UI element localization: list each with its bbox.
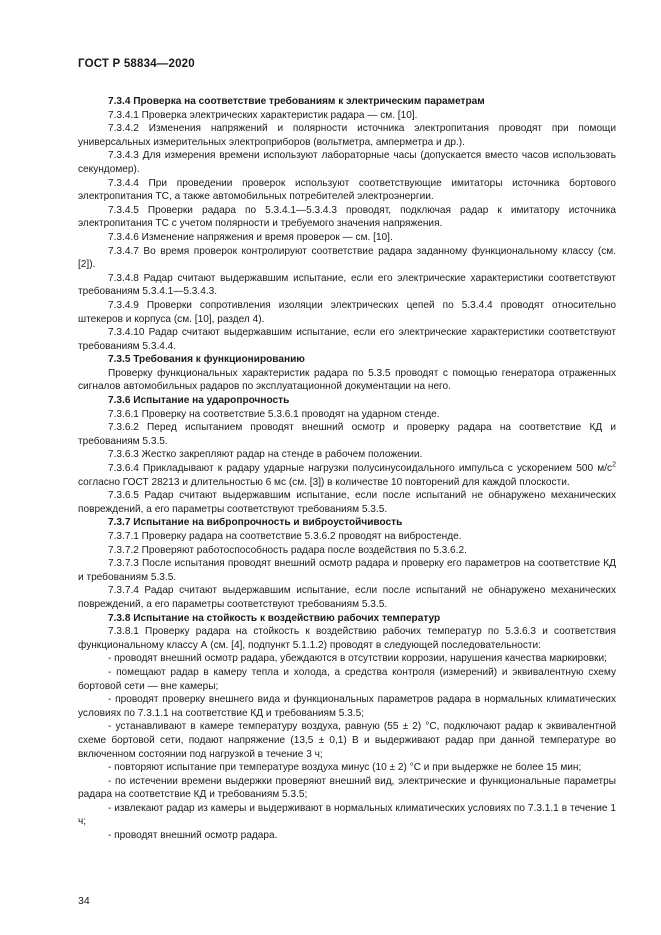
- paragraph: 7.3.4.1 Проверка электрических характеристик радара — см. [10].: [108, 109, 418, 121]
- section-heading: 7.3.8 Испытание на стойкость к воздействию рабочих температур: [108, 612, 441, 624]
- paragraph: 7.3.4.5 Проверки радара по 5.3.4.1—5.3.4.3 проводят, подключая радар к имитатору источника электропитания ТС с учетом полярности и требуемого значения напряжения.: [78, 204, 616, 230]
- section-heading: 7.3.5 Требования к функционированию: [108, 354, 305, 366]
- list-item: - по истечении времени выдержки проверяют внешний вид, электрические и функциональные параметры радара на соответствие КД и требованиям 5.3.5;: [78, 775, 616, 801]
- page-number: 34: [78, 895, 90, 907]
- paragraph: 7.3.6.1 Проверку на соответствие 5.3.6.1 проводят на ударном стенде.: [108, 408, 440, 420]
- paragraph: 7.3.7.1 Проверку радара на соответствие 5.3.6.2 проводят на вибростенде.: [108, 531, 462, 542]
- paragraph: 7.3.4.4 При проведении проверок используют соответствующие имитаторы источника бортового электропитания ТС, а также автомобильных потребителей электроэнергии.: [78, 177, 616, 203]
- paragraph: 7.3.4.8 Радар считают выдержавшим испытание, если его электрические характеристики соответствуют требованиям 5.3.4.1—5.3.4.3.: [78, 272, 616, 298]
- paragraph: 7.3.4.7 Во время проверок контролируют соответствие радара заданному функциональному классу (см. [2]).: [78, 245, 616, 271]
- section-heading: 7.3.7 Испытание на вибропрочность и виброустойчивость: [108, 517, 403, 529]
- paragraph: 7.3.4.10 Радар считают выдержавшим испытание, если его электрические характеристики соответствуют требованиям 5.3.4.4.: [78, 327, 616, 352]
- list-item: - проводят внешний осмотр радара.: [108, 830, 278, 842]
- paragraph: 7.3.7.2 Проверяют работоспособность радара после воздействия по 5.3.6.2.: [108, 544, 467, 556]
- list-item: - проводят внешний осмотр радара, убеждаются в отсутствии коррозии, нарушения качества маркировки;: [108, 653, 607, 665]
- paragraph: 7.3.7.4 Радар считают выдержавшим испытание, если после испытаний не обнаружено механических повреждений, а его параметры соответствуют требованиям 5.3.5.: [78, 585, 616, 610]
- section-heading: 7.3.4 Проверка на соответствие требованиям к электрическим параметрам: [108, 96, 485, 107]
- list-item: - извлекают радар из камеры и выдерживают в нормальных климатических условиях по 7.3.1.1 в течение 1 ч;: [78, 802, 616, 828]
- section-heading: 7.3.6 Испытание на ударопрочность: [108, 395, 290, 407]
- list-item: - устанавливают в камере температуру воздуха, равную (55 ± 2) °С, подключают радар к эквивалентной схеме бортовой сети, подают напряжение (13,5 ± 0,1) В и выдерживают радар при данной температуре во включенном состоянии под нагрузкой в течение 3 ч;: [78, 721, 616, 760]
- list-item: - проводят проверку внешнего вида и функциональных параметров радара в нормальных климатических условиях по 7.3.1.1 на соответствие КД и требованиям 5.3.5;: [78, 694, 616, 719]
- paragraph: 7.3.4.3 Для измерения времени используют лабораторные часы (допускается вместо часов использовать секундомер).: [78, 150, 616, 175]
- paragraph: 7.3.4.6 Изменение напряжения и время проверок — см. [10].: [108, 231, 393, 243]
- paragraph-text: 7.3.6.4 Прикладывают к радару ударные нагрузки полусинусоидального импульса с ускорением 500 м/с: [108, 463, 613, 475]
- paragraph: [78, 462, 616, 489]
- paragraph: Проверку функциональных характеристик радара по 5.3.5 проводят с помощью генератора отраженных сигналов автомобильных радаров по эксплуатационной документации на него.: [78, 367, 616, 393]
- paragraph: 7.3.6.5 Радар считают выдержавшим испытание, если после испытаний не обнаружено механических повреждений, а его параметры соответствуют требованиям 5.3.5.: [78, 490, 616, 515]
- paragraph: 7.3.7.3 После испытания проводят внешний осмотр радара и проверку его параметров на соответствие КД и требованиям 5.3.5.: [78, 558, 616, 583]
- paragraph: 7.3.4.2 Изменения напряжений и полярности источника электропитания проводят при помощи универсальных измерительных электроприборов (вольтметра, амперметра и др.).: [78, 123, 616, 148]
- superscript: 2: [612, 461, 616, 469]
- document-body: [78, 95, 616, 843]
- paragraph-text: согласно ГОСТ 28213 и длительностью 6 мс (см. [3]) в количестве 10 повторений для каждой плоскости.: [78, 476, 570, 488]
- document-header: ГОСТ Р 58834—2020: [78, 58, 195, 70]
- paragraph: 7.3.4.9 Проверки сопротивления изоляции электрических цепей по 5.3.4.4 проводят относительно штекеров и корпуса (см. [10], раздел 4).: [78, 299, 616, 325]
- paragraph: 7.3.8.1 Проверку радара на стойкость к воздействию рабочих температур по 5.3.6.3 и соответствия функциональному классу А (см. [4], подпункт 5.1.1.2) проводят в следующей последовательности:: [78, 626, 616, 651]
- paragraph: 7.3.6.2 Перед испытанием проводят внешний осмотр и проверку радара на соответствие КД и требованиям 5.3.5.: [78, 422, 616, 447]
- list-item: - помещают радар в камеру тепла и холода, а средства контроля (измерений) и эквивалентную схему бортовой сети — вне камеры;: [78, 666, 616, 692]
- list-item: - повторяют испытание при температуре воздуха минус (10 ± 2) °С и при выдержке не более 15 мин;: [108, 762, 582, 774]
- paragraph: 7.3.6.3 Жестко закрепляют радар на стенде в рабочем положении.: [108, 449, 423, 461]
